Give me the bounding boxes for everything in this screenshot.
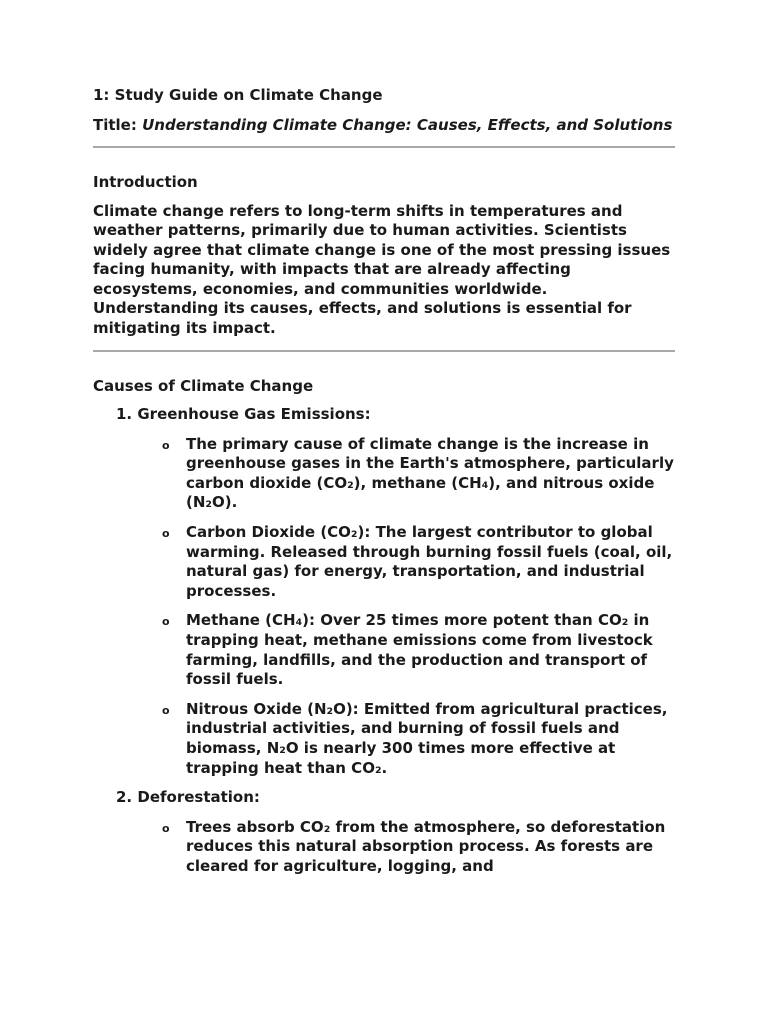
cause-title-text: Deforestation: bbox=[137, 788, 260, 807]
bullet-marker: o bbox=[162, 527, 170, 541]
cause-details bbox=[93, 818, 675, 877]
bullet-marker: o bbox=[162, 615, 170, 629]
detail-text: Carbon Dioxide (CO₂): The largest contributor to global warming. Released through burning fossil fuels (coal, oil, natural gas) for energy, transportation, and industrial processes. bbox=[186, 523, 673, 600]
introduction-heading: Introduction bbox=[93, 173, 198, 191]
cause-title-text: Greenhouse Gas Emissions: bbox=[137, 405, 371, 424]
detail-text: Trees absorb CO₂ from the atmosphere, so deforestation reduces this natural absorption process. As forests are cleared for agriculture, logging, and bbox=[186, 817, 666, 875]
introduction-paragraph: Climate change refers to long-term shifts in temperatures and weather patterns, primarily due to human activities. Scientists widely agree that climate change is one of the most pressing issues facing humanity, with impacts that are already affecting ecosystems, economies, and communities worldwide. Understanding its causes, effects, and solutions is essential for mitigating its impact. bbox=[93, 201, 671, 338]
detail-text: Methane (CH₄): Over 25 times more potent than CO₂ in trapping heat, methane emissions come from livestock farming, landfills, and the production and transport of fossil fuels. bbox=[186, 611, 653, 689]
document-page bbox=[93, 86, 675, 886]
cause-item bbox=[93, 788, 675, 876]
title-prefix: Title: bbox=[93, 115, 137, 134]
detail-item bbox=[93, 611, 675, 689]
cause-number: 2. bbox=[116, 788, 133, 807]
title-text: Understanding Climate Change: Causes, Effects, and Solutions bbox=[142, 115, 673, 134]
detail-item bbox=[93, 818, 675, 877]
detail-item bbox=[93, 523, 675, 601]
document-heading: 1: Study Guide on Climate Change bbox=[93, 86, 383, 104]
bullet-marker: o bbox=[162, 703, 170, 717]
detail-text: Nitrous Oxide (N₂O): Emitted from agricultural practices, industrial activities, and burning of fossil fuels and biomass, N₂O is nearly 300 times more effective at trapping heat than CO₂. bbox=[186, 699, 668, 777]
cause-title bbox=[116, 788, 675, 808]
cause-item bbox=[93, 405, 675, 778]
detail-item bbox=[93, 700, 675, 778]
cause-title bbox=[116, 405, 675, 425]
causes-heading: Causes of Climate Change bbox=[93, 376, 314, 395]
document-title bbox=[93, 116, 675, 136]
cause-number: 1. bbox=[116, 405, 133, 424]
cause-details bbox=[93, 435, 675, 779]
bullet-marker: o bbox=[162, 821, 170, 835]
causes-list bbox=[93, 405, 675, 876]
detail-text: The primary cause of climate change is the increase in greenhouse gases in the Earth's atmosphere, particularly carbon dioxide (CO₂), methane (CH₄), and nitrous oxide (N₂O). bbox=[186, 434, 674, 512]
bullet-marker: o bbox=[162, 438, 170, 452]
detail-item bbox=[93, 435, 675, 513]
